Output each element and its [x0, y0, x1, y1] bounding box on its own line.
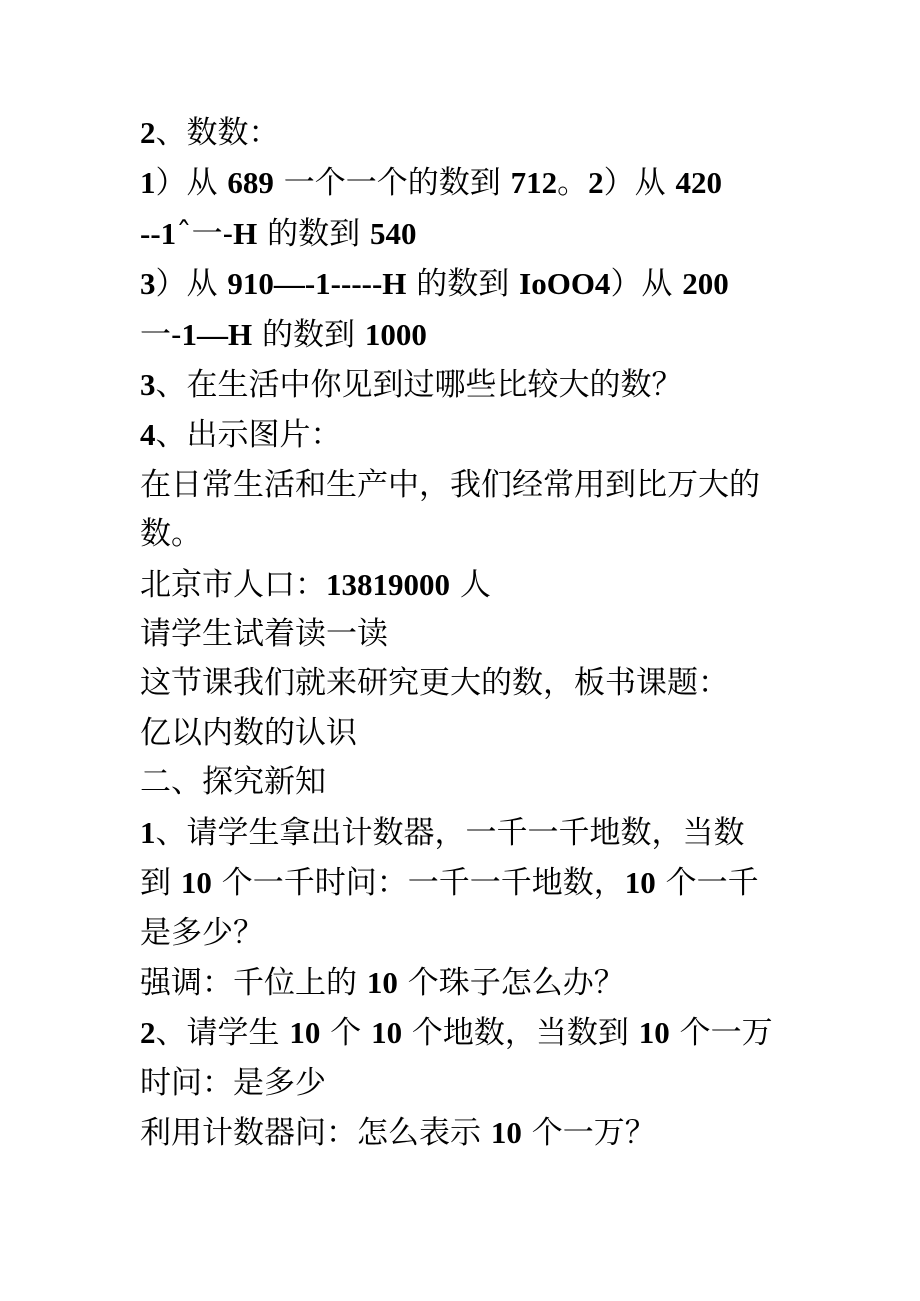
text-run: 个一万？	[521, 1115, 656, 1152]
bold-run: 10	[624, 865, 656, 901]
bold-run: 1000	[364, 316, 427, 352]
bold-run: 910—-1-----H	[227, 266, 407, 302]
text-run: 、出示图片：	[155, 417, 342, 454]
bold-run: 10	[366, 964, 398, 1000]
text-line	[140, 858, 800, 908]
text-line	[140, 1108, 800, 1158]
document-body	[140, 108, 800, 1159]
text-line	[140, 510, 800, 559]
bold-run: 3	[140, 367, 156, 403]
text-run: 。	[557, 165, 589, 202]
bold-run: 2	[588, 165, 604, 201]
text-run: 个地数，当数到	[402, 1015, 639, 1052]
bold-run: 13819000	[326, 566, 450, 602]
bold-run: 712	[510, 165, 558, 201]
text-run: 、在生活中你见到过哪些比较大的数？	[155, 367, 683, 404]
text-line	[140, 758, 800, 807]
bold-run: 1	[140, 814, 156, 850]
bold-run: 1—H	[181, 316, 253, 352]
text-line	[140, 209, 800, 259]
text-line	[140, 108, 800, 158]
bold-run: --1	[140, 215, 177, 251]
bold-run: 200	[682, 266, 729, 302]
bold-run: 3	[140, 266, 156, 302]
text-run: 时问：是多少	[140, 1064, 326, 1101]
text-run: 、请学生拿出计数器，一千一千地数，当数	[155, 814, 745, 851]
text-run: ）从	[610, 266, 683, 303]
text-run: ）从	[603, 165, 676, 202]
text-line	[140, 310, 800, 360]
text-run: 个一千时问：一千一千地数，	[211, 865, 625, 902]
bold-run: 10	[289, 1015, 321, 1051]
text-line	[140, 1059, 800, 1108]
text-run: 到	[140, 865, 181, 902]
text-run: 的数到	[257, 215, 370, 252]
bold-run: 689	[227, 165, 274, 201]
bold-run: 10	[490, 1115, 522, 1151]
text-run: 个珠子怎么办？	[397, 964, 625, 1001]
text-run: 在日常生活和生产中，我们经常用到比万大的	[140, 466, 760, 503]
bold-run: 1	[140, 165, 156, 201]
text-run: 人	[450, 566, 491, 603]
bold-run: 4	[140, 417, 156, 453]
text-line	[140, 958, 800, 1008]
text-run: 的数到	[406, 266, 520, 303]
text-run: 一-	[140, 316, 182, 353]
text-line	[140, 410, 800, 460]
text-run: 、请学生	[155, 1015, 290, 1052]
text-line	[140, 709, 800, 758]
bold-run: 10	[638, 1015, 670, 1051]
text-run: 的数到	[252, 316, 365, 353]
text-run: 请学生试着读一读	[140, 616, 388, 653]
text-line	[140, 360, 800, 410]
text-run: 、数数：	[155, 115, 280, 151]
bold-run: H	[233, 215, 258, 251]
text-run: 是多少？	[140, 914, 264, 951]
text-line	[140, 158, 800, 208]
text-run: 这节课我们就来研究更大的数，板书课题：	[140, 665, 729, 702]
text-run: 个一万	[669, 1015, 773, 1052]
text-run: 亿以内数的认识	[140, 714, 357, 751]
text-run: 北京市人口：	[140, 566, 326, 603]
text-line	[140, 560, 800, 610]
text-run: 个一千	[655, 865, 759, 902]
bold-run: IoOO4	[519, 266, 611, 302]
text-run: ）从	[155, 165, 228, 202]
text-line	[140, 659, 800, 708]
text-run: 一个一个的数到	[273, 165, 511, 202]
bold-run: 420	[675, 165, 722, 201]
text-run: 利用计数器问：怎么表示	[140, 1115, 491, 1152]
text-run: 强调：千位上的	[140, 964, 367, 1001]
text-line	[140, 610, 800, 659]
text-line	[140, 461, 800, 510]
bold-run: 2	[140, 1015, 156, 1051]
bold-run: 10	[371, 1015, 403, 1051]
text-line	[140, 808, 800, 858]
text-run: 二、探究新知	[140, 764, 326, 801]
bold-run: 2	[140, 115, 156, 150]
bold-run: 540	[369, 215, 417, 251]
bold-run: 10	[180, 865, 212, 901]
text-line	[140, 1008, 800, 1058]
text-run: ˆ一-	[176, 215, 234, 252]
text-run: 数。	[140, 516, 202, 553]
text-run: ）从	[155, 266, 228, 303]
text-line	[140, 259, 800, 309]
text-run: 个	[320, 1015, 372, 1052]
text-line	[140, 909, 800, 958]
